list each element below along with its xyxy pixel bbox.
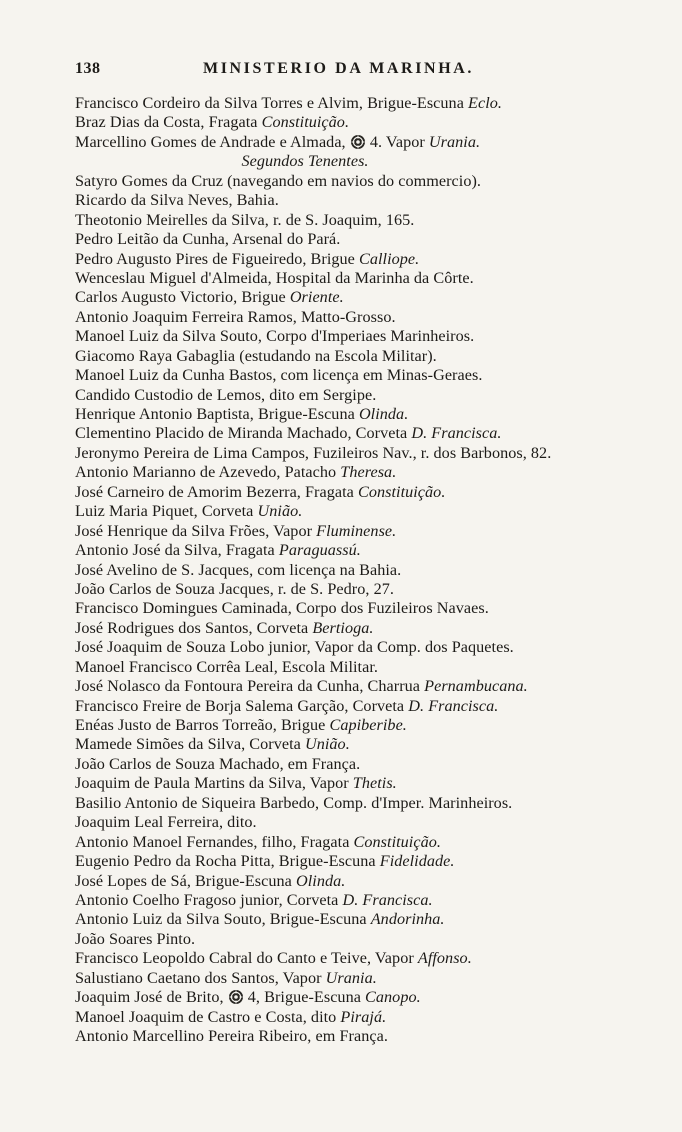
officer-entry [75, 463, 655, 482]
vessel-name: D. Francisca. [411, 424, 502, 443]
entry-text: Candido Custodio de Lemos, dito em Sergipe. [75, 385, 377, 404]
officer-entry [75, 133, 655, 152]
officer-entry [75, 697, 655, 716]
officer-entry [75, 716, 655, 735]
officer-entry [75, 619, 655, 638]
entry-text: Antonio Joaquim Ferreira Ramos, Matto-Grosso. [75, 307, 396, 326]
entry-text: Satyro Gomes da Cruz (navegando em navios do commercio). [75, 171, 482, 190]
officer-entry [75, 599, 655, 618]
officer-entry [75, 910, 655, 929]
vessel-name: Oriente. [289, 288, 344, 307]
vessel-name: Urania. [325, 968, 377, 987]
vessel-name: Affonso. [417, 949, 472, 968]
officer-entry [75, 580, 655, 599]
entry-text: Francisco Cordeiro da Silva Torres e Alvim, Brigue-Escuna [75, 94, 469, 112]
entry-text: João Soares Pinto. [75, 929, 196, 948]
vessel-name: Capiberibe. [329, 716, 407, 734]
officer-entry [75, 735, 655, 754]
vessel-name: Eclo. [468, 94, 502, 112]
vessel-name: Canopo. [365, 988, 421, 1007]
officer-entry [75, 308, 655, 327]
officer-entry [75, 172, 655, 191]
vessel-name: Andorinha. [370, 910, 445, 929]
officer-entry [75, 211, 655, 230]
vessel-name: Bertioga. [312, 618, 374, 637]
entry-text: José Joaquim de Souza Lobo junior, Vapor da Comp. dos Paquetes. [75, 638, 514, 657]
entry-text: João Carlos de Souza Jacques, r. de S. Pedro, 27. [75, 579, 394, 598]
officer-entry [75, 677, 655, 696]
officer-entry [75, 191, 655, 210]
page-header [75, 60, 615, 82]
entry-text-after: 4, Brigue-Escuna [243, 988, 366, 1007]
entry-text: Luiz Maria Piquet, Corveta [75, 502, 258, 521]
officer-entry [75, 1027, 655, 1046]
officer-entry [75, 288, 655, 307]
entry-text: Joaquim Leal Ferreira, dito. [75, 813, 257, 832]
officer-entry [75, 852, 655, 871]
vessel-name: Paraguassú. [278, 541, 361, 560]
entry-text: Joaquim de Paula Martins da Silva, Vapor [75, 774, 353, 793]
officer-entry [75, 94, 655, 113]
entry-text: Salustiano Caetano dos Santos, Vapor [75, 968, 326, 987]
officer-entry [75, 930, 655, 949]
officer-entry [75, 386, 655, 405]
entry-text: Marcellino Gomes de Andrade e Almada, [75, 132, 350, 151]
officer-entry [75, 774, 655, 793]
entry-text: José Nolasco da Fontoura Pereira da Cunha, Charrua [75, 677, 425, 696]
officer-entry [75, 269, 655, 288]
officer-entry [75, 327, 655, 346]
running-title: MINISTERIO DA MARINHA. [203, 60, 474, 77]
entry-text: Wenceslau Miguel d'Almeida, Hospital da Marinha da Côrte. [75, 268, 474, 287]
vessel-name: Fluminense. [316, 521, 397, 540]
entry-text: Carlos Augusto Victorio, Brigue [75, 288, 290, 307]
entry-text: Eugenio Pedro da Rocha Pitta, Brigue-Escuna [75, 852, 380, 871]
vessel-name: D. Francisca. [342, 890, 433, 909]
section-heading-text: Segundos Tenentes. [241, 152, 369, 171]
section-heading [75, 152, 535, 171]
vessel-name: Pernambucana. [424, 677, 528, 696]
vessel-name: União. [257, 502, 303, 521]
entry-text-after: 4. Vapor [365, 132, 429, 151]
vessel-name: Olinda. [358, 405, 409, 423]
entry-text: Mamede Simões da Silva, Corveta [75, 735, 305, 754]
entry-text: José Avelino de S. Jacques, com licença na Bahia. [75, 560, 402, 579]
officer-entry [75, 424, 655, 443]
entry-text: Enéas Justo de Barros Torreão, Brigue [75, 716, 330, 734]
order-insignia-icon [350, 134, 366, 150]
officer-entry [75, 502, 655, 521]
officer-entry [75, 561, 655, 580]
entry-text: Francisco Freire de Borja Salema Garção, Corveta [75, 696, 409, 715]
entry-text: Theotonio Meirelles da Silva, r. de S. Joaquim, 165. [75, 210, 415, 229]
officer-entry [75, 755, 655, 774]
officer-entry [75, 541, 655, 560]
entry-text: Antonio Coelho Fragoso junior, Corveta [75, 890, 343, 909]
vessel-name: Olinda. [295, 871, 346, 890]
vessel-name: Urania. [428, 132, 481, 151]
officer-entry [75, 891, 655, 910]
entry-text: Manoel Luiz da Silva Souto, Corpo d'Imperiaes Marinheiros. [75, 327, 475, 346]
officer-list [75, 94, 655, 1046]
order-insignia-icon [228, 989, 244, 1005]
officer-entry [75, 347, 655, 366]
officer-entry [75, 250, 655, 269]
vessel-name: Constituição. [261, 113, 350, 132]
entry-text: Braz Dias da Costa, Fragata [75, 113, 262, 132]
entry-text: José Henrique da Silva Frões, Vapor [75, 521, 317, 540]
officer-entry [75, 833, 655, 852]
vessel-name: Pirajá. [340, 1007, 387, 1026]
entry-text: Jeronymo Pereira de Lima Campos, Fuzileiros Nav., r. dos Barbonos, 82. [75, 443, 552, 462]
vessel-name: Constituição. [357, 482, 446, 501]
entry-text: Antonio José da Silva, Fragata [75, 541, 279, 560]
vessel-name: Constituição. [353, 832, 441, 851]
entry-text: Ricardo da Silva Neves, Bahia. [75, 191, 279, 210]
entry-text: Antonio Manoel Fernandes, filho, Fragata [75, 832, 354, 851]
entry-text: José Rodrigues dos Santos, Corveta [75, 618, 313, 637]
officer-entry [75, 1008, 655, 1027]
officer-entry [75, 230, 655, 249]
entry-text: Giacomo Raya Gabaglia (estudando na Escola Militar). [75, 346, 437, 365]
vessel-name: Calliope. [359, 249, 420, 268]
entry-text: Manoel Luiz da Cunha Bastos, com licença em Minas-Geraes. [75, 366, 483, 385]
officer-entry [75, 366, 655, 385]
entry-text: Manoel Joaquim de Castro e Costa, dito [75, 1007, 341, 1026]
entry-text: Antonio Marianno de Azevedo, Patacho [75, 463, 341, 482]
officer-entry [75, 522, 655, 541]
officer-entry [75, 113, 655, 132]
entry-text: João Carlos de Souza Machado, em França. [75, 754, 361, 773]
vessel-name: Theresa. [340, 463, 397, 482]
entry-text: Francisco Domingues Caminada, Corpo dos Fuzileiros Navaes. [75, 599, 489, 618]
entry-text: Clementino Placido de Miranda Machado, Corveta [75, 424, 412, 443]
officer-entry [75, 483, 655, 502]
officer-entry [75, 658, 655, 677]
officer-entry [75, 988, 655, 1007]
entry-text: Antonio Marcellino Pereira Ribeiro, em França. [75, 1027, 388, 1045]
officer-entry [75, 794, 655, 813]
entry-text: Joaquim José de Brito, [75, 988, 228, 1007]
vessel-name: D. Francisca. [408, 696, 499, 715]
officer-entry [75, 444, 655, 463]
officer-entry [75, 405, 655, 424]
officer-entry [75, 638, 655, 657]
entry-text: Francisco Leopoldo Cabral do Canto e Teive, Vapor [75, 949, 418, 968]
entry-text: Henrique Antonio Baptista, Brigue-Escuna [75, 405, 359, 423]
entry-text: José Lopes de Sá, Brigue-Escuna [75, 871, 296, 890]
vessel-name: Thetis. [352, 774, 397, 793]
entry-text: José Carneiro de Amorim Bezerra, Fragata [75, 482, 358, 501]
officer-entry [75, 872, 655, 891]
entry-text: Manoel Francisco Corrêa Leal, Escola Militar. [75, 657, 378, 676]
officer-entry [75, 949, 655, 968]
officer-entry [75, 969, 655, 988]
entry-text: Antonio Luiz da Silva Souto, Brigue-Escuna [75, 910, 371, 929]
entry-text: Basilio Antonio de Siqueira Barbedo, Comp. d'Imper. Marinheiros. [75, 793, 513, 812]
page-number: 138 [75, 60, 101, 77]
officer-entry [75, 813, 655, 832]
entry-text: Pedro Augusto Pires de Figueiredo, Brigue [75, 249, 360, 268]
entry-text: Pedro Leitão da Cunha, Arsenal do Pará. [75, 230, 341, 249]
vessel-name: Fidelidade. [379, 852, 455, 871]
vessel-name: União. [304, 735, 350, 754]
